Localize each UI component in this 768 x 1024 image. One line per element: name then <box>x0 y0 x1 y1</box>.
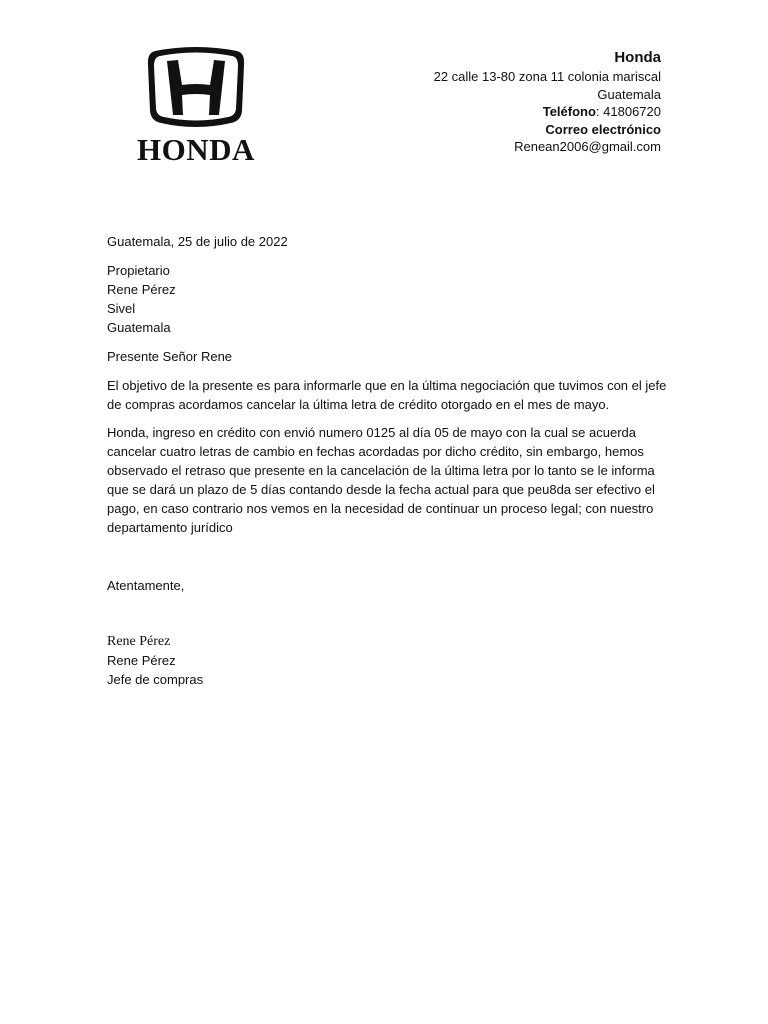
honda-wordmark <box>106 133 286 165</box>
paragraph-2: Honda, ingreso en crédito con envió numero 0125 al día 05 de mayo con la cual se acuerda cancelar cuatro letras de cambio en fechas acordadas por dicho crédito, sin embargo, hemos observado el retraso que presente en la cancelación de la última letra por lo tanto se le informa que se dará un plazo de 5 días contando desde la fecha actual para que peu8da ser efectivo el pago, en caso contrario nos vemos en la necesidad de continuar un proceso legal; con nuestro departamento jurídico <box>107 425 655 535</box>
greeting: Presente Señor Rene <box>107 349 233 364</box>
recipient-company: Sivel <box>107 301 136 316</box>
address-line-2: Guatemala <box>597 86 661 102</box>
recipient-title: Propietario <box>107 263 170 278</box>
signature: Rene Pérez <box>107 634 171 649</box>
company-name: Honda <box>614 49 661 66</box>
signer-title: Jefe de compras <box>107 672 204 687</box>
recipient-block <box>107 261 667 337</box>
honda-wordmark-text: HONDA <box>137 133 255 165</box>
address-line-1: 22 calle 13-80 zona 11 colonia mariscal <box>433 69 661 84</box>
phone-line <box>341 103 661 121</box>
signer-name: Rene Pérez <box>107 653 176 668</box>
honda-h-emblem-icon <box>147 45 245 129</box>
email-value: Renean2006@gmail.com <box>514 139 661 154</box>
letter-date: Guatemala, 25 de julio de 2022 <box>107 234 288 249</box>
recipient-city: Guatemala <box>107 320 171 335</box>
signature-block <box>107 632 667 689</box>
phone-label: Teléfono <box>542 104 596 119</box>
phone-value: : 41806720 <box>595 104 661 119</box>
honda-logo <box>106 45 286 167</box>
sender-info <box>341 48 661 156</box>
email-label: Correo electrónico <box>545 121 661 137</box>
recipient-name: Rene Pérez <box>107 282 176 297</box>
closing: Atentamente, <box>107 578 185 593</box>
paragraph-1: El objetivo de la presente es para informarle que en la última negociación que tuvimos con el jefe de compras acordamos cancelar la última letra de crédito otorgado en el mes de mayo. <box>107 378 667 412</box>
